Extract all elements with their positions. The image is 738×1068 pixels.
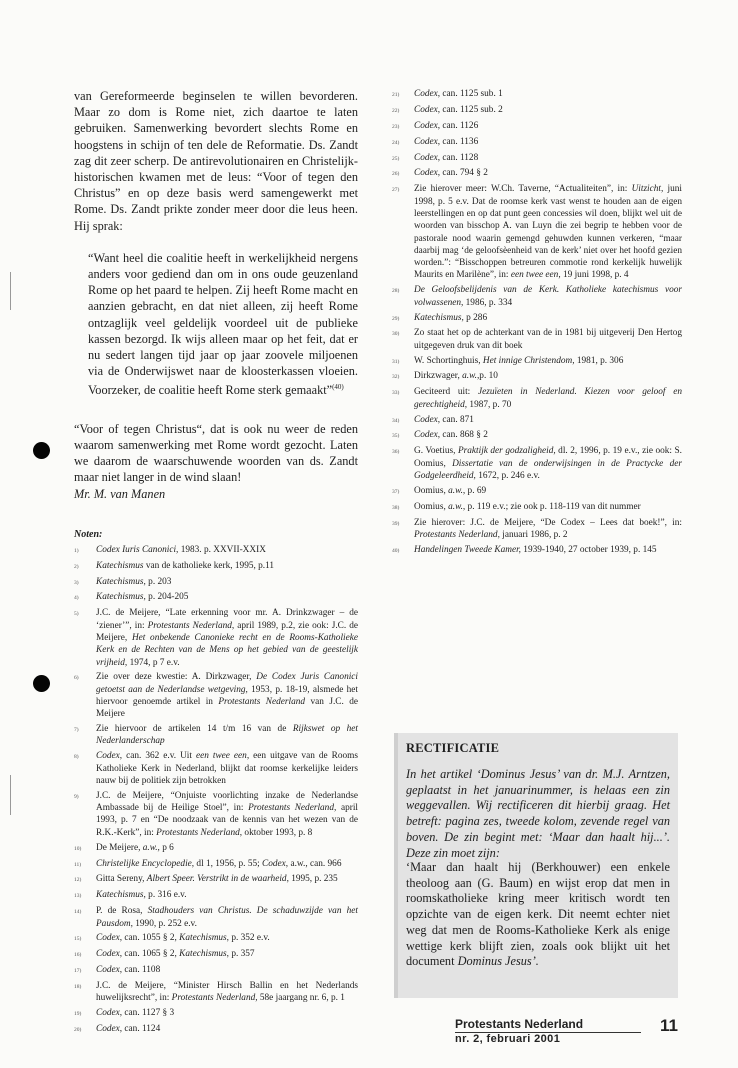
footnote-number: 27) [392,187,400,194]
footnote-text: J.C. de Meijere, “Minister Hirsch Ballin en het Nederlands huwelijksrecht”, in: Protestants Nederland, 58e jaargang nr. 6, p. 1 [96,981,358,1004]
issue-label: nr. 2, februari 2001 [455,1033,561,1045]
closing-paragraph: “Voor of tegen Christus“, dat is ook nu weer de reden waarom samenwerking met Rome wordt gezocht. Laten we daarom de waarschuwende woorden van ds. Zandt maar niet langer in de wind slaan! [74,421,358,485]
footnote [392,327,682,352]
footnote [392,386,682,411]
footnote-text: Codex, can. 1055 § 2, Katechismus, p. 352 e.v. [96,933,270,944]
footnote-number: 7) [74,727,79,734]
footnote-number: 24) [392,139,400,146]
footnote-text: Codex, can. 1125 sub. 1 [414,89,503,99]
footnote [392,167,682,180]
footnote [392,485,682,498]
footnote [74,750,358,787]
footnote-text: Geciteerd uit: Jezuïeten in Nederland. Kiezen voor geloof en gerechtigheid, 1987, p. 70 [414,387,682,410]
notes-list-left [74,544,358,1037]
footnote-number: 31) [392,358,400,365]
footnote-text: Codex, can. 1124 [96,1024,161,1035]
footnote-text: Christelijke Encyclopedie, dl 1, 1956, p. 55; Codex, a.w., can. 966 [96,858,342,869]
page-number: 11 [660,1016,678,1035]
punch-hole [33,442,50,459]
footer-rule [455,1032,641,1033]
footnote-text: Zie hierover: J.C. de Meijere, “De Codex – Lees dat boek!”, in: Protestants Nederland, januari 1986, p. 2 [414,517,682,540]
rectificatie-box [394,733,678,998]
footnote-number: 6) [74,675,79,682]
footnote-text: Codex, can. 1108 [96,965,161,976]
page-footer [455,1017,583,1045]
footnote-text: P. de Rosa, Stadhouders van Christus. De schaduwzijde van het Pausdom, 1990, p. 252 e.v. [96,906,358,929]
footnote [74,544,358,557]
footnote-text: Oomius, a.w., p. 119 e.v.; zie ook p. 118-119 van dit nummer [414,501,641,512]
footnote [392,414,682,427]
footnote-number: 20) [74,1027,82,1034]
footnote-number: 1) [74,547,79,554]
footnote [74,858,358,871]
footnote-number: 40) [392,547,400,554]
footnote-text: Dirkzwager, a.w.,p. 10 [414,371,498,382]
footnote-number: 35) [392,433,400,440]
footnote [392,544,682,557]
footnote-text: Zie over deze kwestie: A. Dirkzwager, De Codex Juris Canonici getoetst aan de Nederlandse wetgeving, 1953, p. 18-19, alsmede het hiervoor genoemde artikel in Protestants Nederland van J.C. de Meijere [96,672,359,720]
footnote [74,591,358,604]
footnote [392,429,682,442]
footnote-number: 22) [392,107,400,114]
intro-paragraph: van Gereformeerde beginselen te willen bevorderen. Maar zo dom is Rome niet, zich daartoe te laten gebruiken. Samenwerking bevordert slechts Rome en hoogstens in schijn of ten dele de Reformatie. Ds. Zandt zag dit zeer scherp. De antirevolutionairen en Christelijk-historischen kwamen met de leus: “Voor of tegen den Christus” en op deze basis werd samengewerkt met Rome. Ds. Zandt prikte zonder meer door die leus heen. Hij sprak: [74,89,358,233]
footnote [392,120,682,133]
author-signature: Mr. M. van Manen [74,486,166,501]
footnote-text: J.C. de Meijere, “Late erkenning voor mr. A. Drinkzwager – de ‘ziener’”, in: Protestants Nederland, april 1989, p.2, zie ook: J.C. de Meijere, Het onbekende Canonieke recht en de Rooms-Katholieke Kerk en de Rechten van de Mens op het gebied van de geestelijk vrijheid, 1974, p 7 e.v. [96,608,359,668]
footnote-text: Zie hierover meer: W.Ch. Taverne, “Actualiteiten”, in: Uitzicht, juni 1998, p. 5 e.v. Dat de roomse kerk vast wenst te houden aan de eigen leerstellingen en op dat punt geen concessies wil doen, blijkt wel uit de woorden van bisschop A. van Luyn die zei begrip te hebben voor de pastorale nood waarin gemengd gehuwden kunnen verkeren, “maar daarbij mag ‘de geloofsèenheid van de kerk’ niet over het hoofd gezien worden.”: “Bisschoppen betreuren commotie rond kerkelijk huwelijk Maurits en Marilène”, in: een twee een, 19 juni 1998, p. 4 [414,184,682,281]
footnote-text: De Meijere, a.w., p 6 [96,842,174,853]
footnote [74,607,358,668]
footnote-number: 5) [74,611,79,618]
footnote-number: 37) [392,488,400,495]
footnote-number: 23) [392,123,400,130]
footnote [392,355,682,368]
footnote-number: 10) [74,845,82,852]
footnote [392,284,682,309]
footnote [392,445,682,482]
footnote [74,671,358,720]
footnote [74,560,358,573]
footnote [392,183,682,281]
footnote-number: 36) [392,449,400,456]
footnote-number: 8) [74,754,79,761]
footnote-number: 29) [392,315,400,322]
footnote-number: 4) [74,595,79,602]
footnote-text: Codex, can. 1136 [414,136,479,147]
footnote-number: 3) [74,579,79,586]
footnote-number: 16) [74,952,82,959]
footnote-number: 25) [392,155,400,162]
footnote [74,790,358,839]
footnote-number: 19) [74,1011,82,1018]
footnote [74,873,358,886]
punch-hole [33,675,50,692]
footnote-text: Codex Iuris Canonici, 1983. p. XXVII-XXIX [96,544,266,555]
footnote-number: 26) [392,171,400,178]
footnote-text: Zie hiervoor de artikelen 14 t/m 16 van de Rijkswet op het Nederlanderschap [96,724,358,747]
footnote [74,889,358,902]
footnote-number: 39) [392,520,400,527]
footnote-text: W. Schortinghuis, Het innige Christendom, 1981, p. 306 [414,355,624,366]
footnote-text: Codex, can. 1125 sub. 2 [414,104,503,115]
footnote [74,1023,358,1036]
footnote-number: 12) [74,877,82,884]
footnote-text: Oomius, a.w., p. 69 [414,485,487,496]
footnote-text: J.C. de Meijere, “Onjuiste voorlichting inzake de Nederlandse Ambassade bij de Heilige Stoel”, in: Protestants Nederland, april 1993, p. 7 en “De noodzaak van de kennis van het wezen van de R.K.-Kerk”, in: Protestants Nederland, oktober 1993, p. 8 [96,790,358,838]
notes-heading: Noten: [74,528,103,540]
footnote-text: Handelingen Tweede Kamer, 1939-1940, 27 october 1939, p. 145 [414,544,657,555]
footnote-number: 34) [392,417,400,424]
footnote [392,136,682,149]
quote-footnote-ref: (40) [332,383,344,392]
left-column [74,88,358,1039]
footnote [74,980,358,1005]
footnote [392,88,682,101]
footnote [74,576,358,589]
footnote [74,842,358,855]
footnote-text: Katechismus, p. 204-205 [96,592,189,603]
footnote-number: 21) [392,92,400,98]
footnote [392,501,682,514]
footnote-number: 14) [74,909,82,916]
block-quote [88,250,358,399]
footnote-text: Gitta Sereny, Albert Speer. Verstrikt in de waarheid, 1995, p. 235 [96,874,338,885]
footnote [392,517,682,542]
footnote [74,964,358,977]
footnote-number: 28) [392,288,400,295]
footnote-text: Katechismus van de katholieke kerk, 1995, p.11 [96,560,275,571]
footnote-text: G. Voetius, Praktijk der godzaligheid, dl. 2, 1996, p. 19 e.v., zie ook: S. Oomius, Dissertatie van de onderwijsingen in de Practycke der Godgeleerdheid, 1672, p. 246 e.v. [414,446,682,481]
footnote [74,723,358,748]
quote-text: “Want heel die coalitie heeft in werkelijkheid nergens anders voor gediend dan om in ons oude geuzenland Rome op het paard te helpen. Zij heeft Rome macht en aanzien gebracht, en dat niet alleen, zij heeft Rome ontzaglijk veel geldelijk voordeel uit de publieke kassen bezorgd. Ik wijs alleen maar op het feit, dat er nu sedert langen tijd jaar op jaar zoovele miljoenen via de Onderwijswet naar de kloosterkassen vloeien. Voorzeker, de coalitie heeft Rome sterk gemaakt” [88,250,358,398]
margin-mark [10,272,11,310]
footnote-number: 11) [74,861,82,868]
footnote-number: 32) [392,374,400,381]
footnote-text: Codex, can. 1128 [414,152,479,163]
footnote-text: Katechismus, p. 203 [96,576,172,587]
footnote [392,312,682,325]
footnote-number: 18) [74,984,82,991]
footnote-text: Codex, can. 362 e.v. Uit een twee een, een uitgave van de Rooms Katholieke Kerk in Nederland, blijkt dat roomse kerkelijke leiders nauw bij de politiek zijn betrokken [96,751,358,786]
footnote-text: Katechismus, p 286 [414,312,488,323]
footnote-number: 15) [74,936,82,943]
footnote-number: 33) [392,390,400,397]
magazine-title: Protestants Nederland [455,1017,584,1031]
rectificatie-correction: ‘Maar dan haalt hij (Berkhouwer) een enkele theoloog aan (G. Baum) en wijst erop dat men in roomskatholieke kring meer kritisch wordt ten opzichte van de eigen kerk. Dit neemt echter niet weg dat men de Rooms-Katholieke Kerk als enige wettige kerk blijft zien, zoals ook blijkt uit het document Dominus Jesus’. [406,860,670,969]
notes-list-right [392,88,682,557]
footnote [74,932,358,945]
footnote-number: 30) [392,331,400,338]
footnote-text: Codex, can. 1065 § 2, Katechismus, p. 357 [96,949,255,960]
footnote-number: 9) [74,793,79,800]
footnote-text: Zo staat het op de achterkant van de in 1981 bij uitgeverij Den Hertog uitgegeven druk van dit boek [414,328,682,351]
footnote-number: 13) [74,893,82,900]
footnote-text: Codex, can. 794 § 2 [414,168,488,179]
footnote-number: 38) [392,504,400,511]
footnote-text: De Geloofsbelijdenis van de Kerk. Katholieke katechismus voor volwassenen, 1986, p. 334 [414,285,682,308]
footnote-text: Codex, can. 1127 § 3 [96,1008,175,1019]
footnote-text: Codex, can. 871 [414,414,474,425]
footnote-number: 17) [74,968,82,975]
footnote [74,1007,358,1020]
footnote-text: Codex, can. 868 § 2 [414,430,488,441]
footnote [74,948,358,961]
footnote-number: 2) [74,563,79,570]
footnote-text: Codex, can. 1126 [414,120,479,131]
margin-mark [10,775,11,815]
footnote [392,152,682,165]
footnote-text: Katechismus, p. 316 e.v. [96,890,187,901]
footnote [392,370,682,383]
rectificatie-intro: In het artikel ‘Dominus Jesus’ van dr. M.J. Arntzen, geplaatst in het januarinummer, is helaas een zin weggevallen. Wij rectificeren dit hierbij graag. Het betreft: pagina zes, tweede kolom, zevende regel van boven. De zin begint met: ‘Maar dan haalt hij...’. Deze zin moet zijn: [406,767,670,860]
footnote [74,905,358,930]
rectificatie-heading: RECTIFICATIE [406,741,500,755]
footnote [392,104,682,117]
right-column [392,88,682,560]
